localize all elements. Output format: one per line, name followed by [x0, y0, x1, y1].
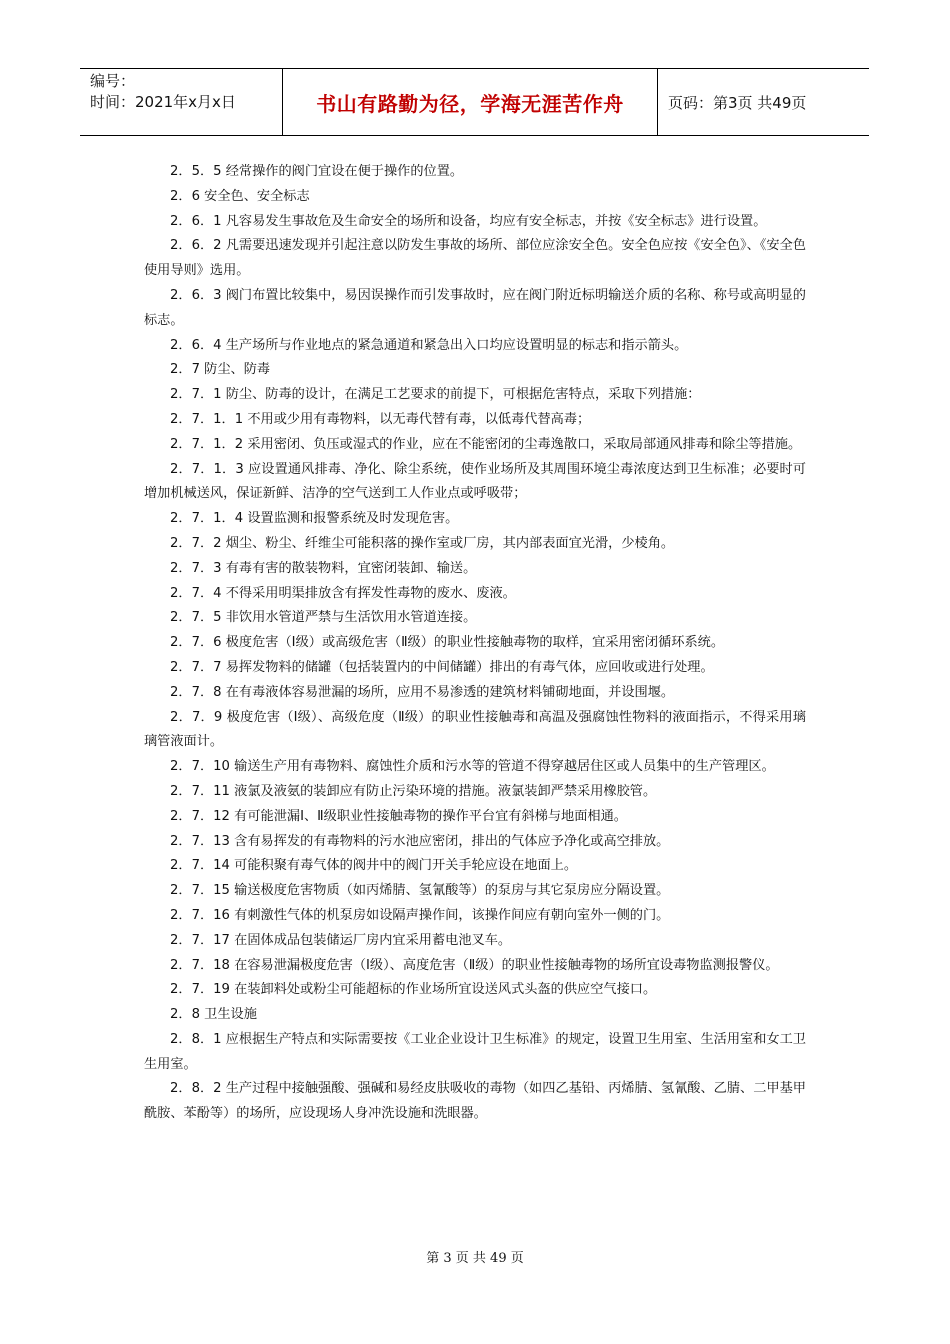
paragraph: 2．7．16 有刺激性气体的机泵房如设隔声操作间，该操作间应有朝向室外一侧的门。	[170, 907, 670, 923]
paragraph: 2．7．1．3 应设置通风排毒、净化、除尘系统，使作业场所及其周围环境尘毒浓度达到卫生标准；必要时可增加机械送风，保证新鲜、洁净的空气送到工人作业点或呼吸带；	[144, 461, 806, 502]
paragraph: 2．7．1．2 采用密闭、负压或湿式的作业，应在不能密闭的尘毒逸散口，采取局部通风排毒和除尘等措施。	[170, 436, 802, 452]
paragraph: 2．6．3 阀门布置比较集中，易因误操作而引发事故时，应在阀门附近标明输送介质的名称、称号或高明显的标志。	[144, 287, 806, 328]
paragraph: 2．8 卫生设施	[170, 1007, 257, 1023]
paragraph: 2．7．4 不得采用明渠排放含有挥发性毒物的废水、废液。	[170, 585, 516, 601]
paragraph: 2．7．12 有可能泄漏Ⅰ、Ⅱ级职业性接触毒物的操作平台宜有斜梯与地面相通。	[170, 808, 627, 824]
paragraph: 2．7．13 含有易挥发的有毒物料的污水池应密闭，排出的气体应予净化或高空排放。	[170, 833, 670, 849]
paragraph: 2．8．2 生产过程中接触强酸、强碱和易经皮肤吸收的毒物（如四乙基铅、丙烯腈、氢氰酸、乙腈、二甲基甲酰胺、苯酚等）的场所，应设现场人身冲洗设施和洗眼器。	[144, 1081, 806, 1122]
paragraph: 2．7．18 在容易泄漏极度危害（Ⅰ级）、高度危害（Ⅱ级）的职业性接触毒物的场所宜设毒物监测报警仪。	[170, 957, 779, 973]
header-page-info: 页码：第3页 共49页	[668, 93, 807, 112]
paragraph: 2．7．14 可能积聚有毒气体的阀井中的阀门开关手轮应设在地面上。	[170, 858, 578, 874]
paragraph: 2．7．9 极度危害（Ⅰ级）、高级危度（Ⅱ级）的职业性接触毒和高温及强腐蚀性物料的液面指示，不得采用璃璃管液面计。	[144, 709, 806, 750]
document-date-label: 时间：2021年x月x日	[90, 93, 236, 111]
paragraph: 2．7．1．1 不用或少用有毒物料，以无毒代替有毒，以低毒代替高毒；	[170, 411, 591, 427]
paragraph: 2．5．5 经常操作的阀门宜设在便于操作的位置。	[170, 164, 464, 179]
paragraph: 2．6．2 凡需要迅速发现并引起注意以防发生事故的场所、部位应涂安全色。安全色应按《安全色》、《安全色使用导则》选用。	[144, 238, 806, 279]
header-meta	[80, 69, 283, 135]
paragraph: 2．7．17 在固体成品包装储运厂房内宜采用蓄电池叉车。	[170, 932, 512, 948]
paragraph: 2．7．1 防尘、防毒的设计，在满足工艺要求的前提下，可根据危害特点，采取下列措施：	[170, 387, 701, 403]
paragraph: 2．7 防尘、防毒	[170, 362, 271, 378]
paragraph: 2．7．6 极度危害（Ⅰ级）或高级危害（Ⅱ级）的职业性接触毒物的取样，宜采用密闭循环系统。	[170, 635, 725, 651]
paragraph: 2．7．7 易挥发物料的储罐（包括装置内的中间储罐）排出的有毒气体，应回收或进行处理。	[170, 659, 714, 675]
paragraph: 2．7．10 输送生产用有毒物料、腐蚀性介质和污水等的管道不得穿越居住区或人员集中的生产管理区。	[170, 759, 775, 775]
paragraph: 2．6．4 生产场所与作业地点的紧急通道和紧急出入口均应设置明显的标志和指示箭头。	[170, 337, 688, 353]
paragraph: 2．6 安全色、安全标志	[170, 188, 310, 204]
header-motto: 书山有路勤为径，学海无涯苦作舟	[283, 69, 658, 135]
paragraph: 2．7．15 输送极度危害物质（如丙烯腈、氢氰酸等）的泵房与其它泵房应分隔设置。	[170, 883, 670, 899]
paragraph: 2．8．1 应根据生产特点和实际需要按《工业企业设计卫生标准》的规定，设置卫生用室、生活用室和女工卫生用室。	[144, 1031, 806, 1072]
paragraph: 2．7．11 液氯及液氨的装卸应有防止污染环境的措施。液氯装卸严禁采用橡胶管。	[170, 783, 657, 799]
document-body	[144, 160, 806, 1127]
paragraph: 2．6．1 凡容易发生事故危及生命安全的场所和设备，均应有安全标志，并按《安全标志》进行设置。	[170, 213, 767, 229]
page-footer: 第 3 页 共 49 页	[426, 1251, 524, 1266]
paragraph: 2．7．19 在装卸料处或粉尘可能超标的作业场所宜设送风式头盔的供应空气接口。	[170, 982, 657, 998]
paragraph: 2．7．1．4 设置监测和报警系统及时发现危害。	[170, 511, 459, 527]
paragraph: 2．7．3 有毒有害的散装物料，宜密闭装卸、输送。	[170, 560, 477, 576]
page-header	[80, 68, 869, 136]
paragraph: 2．7．5 非饮用水管道严禁与生活饮用水管道连接。	[170, 610, 477, 626]
document-number-label: 编号：	[90, 72, 136, 90]
paragraph: 2．7．2 烟尘、粉尘、纤维尘可能积落的操作室或厂房，其内部表面宜光滑，少棱角。	[170, 535, 675, 551]
paragraph: 2．7．8 在有毒液体容易泄漏的场所，应用不易渗透的建筑材料铺砌地面，并设围堰。	[170, 684, 675, 700]
